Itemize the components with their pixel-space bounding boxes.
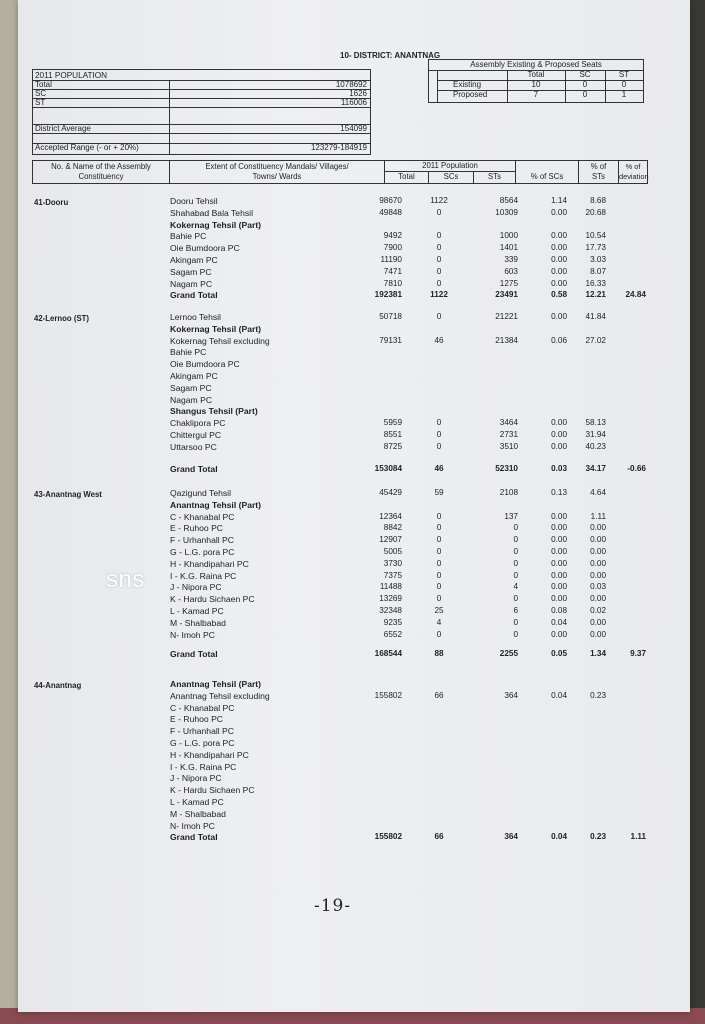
cell-psts: 58.13 [585,418,606,428]
cell-total: 8551 [383,430,402,439]
cell-sts: 137 [504,511,518,521]
accepted-range-label: Accepted Range (- or + 20%) [35,143,139,152]
cell-psts: 0.00 [590,594,606,604]
cell-scs: 0 [436,278,442,288]
cell-scs: 0 [436,243,442,253]
col-header-scs: SCs [443,172,459,181]
cell-area: Sagam PC [170,266,212,277]
cell-pscs: 0.00 [551,558,567,568]
cell-scs: 88 [434,649,444,659]
cell-scs: 0 [436,535,442,545]
pop-st-label: ST [35,98,46,107]
cell-total: 98670 [379,196,402,205]
col-header-deviation: % of deviation [619,162,649,181]
cell-sts: 364 [504,832,518,842]
col-header-total: Total [398,172,415,181]
cell-psts: 0.02 [590,606,606,615]
cell-area: Chaklipora PC [170,418,226,429]
cell-sts: 2108 [499,488,518,497]
seats-col-sc: SC [579,70,591,79]
cell-psts: 4.64 [590,488,606,497]
cell-area: C - Khanabal PC [170,511,235,522]
cell-psts: 10.54 [585,231,606,241]
cell-pscs: 0.00 [551,594,567,604]
cell-total: 7375 [383,570,402,580]
cell-psts: 31.94 [585,430,606,439]
cell-sts: 3510 [499,441,518,451]
cell-scs: 0 [436,629,442,639]
cell-scs: 0 [436,523,442,533]
cell-pscs: 1.14 [551,196,567,205]
cell-total: 32348 [379,606,402,615]
cell-total: 7900 [383,243,402,253]
cell-area: Grand Total [170,463,218,474]
cell-area: Shahabad Bala Tehsil [170,207,253,218]
cell-total: 5959 [383,418,402,428]
cell-area: F - Urhanhall PC [170,726,234,737]
cell-dev: 1.11 [630,832,646,842]
cell-area: G - L.G. pora PC [170,738,235,748]
pop-st-value: 116006 [340,98,367,107]
pop-total-value: 1078692 [335,80,367,89]
cell-sts: 1000 [499,231,518,241]
cell-total: 155802 [374,690,402,700]
cell-pscs: 0.00 [551,523,567,533]
population-title: 2011 POPULATION [35,71,108,80]
cell-area: L - Kamad PC [170,797,224,807]
cell-area: K - Hardu Sichaen PC [170,594,255,605]
cell-sts: 1275 [499,278,518,288]
cell-total: 9235 [383,617,402,627]
cell-area: Grand Total [170,290,218,301]
cell-area: Nagam PC [170,278,213,289]
cell-total: 11190 [380,255,402,264]
cell-scs: 0 [436,266,442,276]
cell-pscs: 0.58 [551,290,567,300]
background-left-strip [0,0,20,1024]
cell-area: Anantnag Tehsil (Part) [170,679,262,689]
cell-area: Kokernag Tehsil excluding [170,335,270,346]
pop-sc-label: SC [35,89,47,98]
seats-existing-sc: 0 [582,80,588,89]
seats-existing-total: 10 [531,80,541,89]
cell-area: F - Urhanhall PC [170,535,234,546]
cell-total: 7471 [383,266,402,276]
cell-scs: 0 [436,547,442,556]
cell-scs: 0 [436,231,442,241]
cell-area: E - Ruhoo PC [170,714,224,725]
cell-psts: 0.00 [590,617,606,627]
cell-psts: 0.03 [590,582,606,592]
cell-pscs: 0.00 [551,570,567,580]
seats-existing-label: Existing [453,80,482,89]
cell-area: Chittergul PC [170,430,222,440]
cell-pscs: 0.04 [551,832,567,842]
cell-sts: 10309 [495,207,518,217]
cell-dev: -0.66 [627,463,646,473]
cell-psts: 0.00 [590,535,606,545]
cell-psts: 1.34 [590,649,606,659]
cell-total: 49848 [379,207,402,217]
cell-area: Uttarsoo PC [170,441,217,452]
cell-sts: 0 [513,547,518,556]
cell-area: M - Shalbabad [170,617,226,628]
cell-area: Sagam PC [170,382,212,393]
cell-total: 8725 [383,441,402,451]
cell-psts: 0.00 [590,558,606,568]
cell-total: 7810 [383,278,402,288]
cell-psts: 40.23 [585,441,606,451]
cell-scs: 0 [436,594,442,604]
cell-sts: 4 [513,582,518,592]
cell-area: Akingam PC [170,371,218,381]
cell-psts: 0.00 [590,629,606,639]
cell-pscs: 0.00 [551,511,567,521]
cell-psts: 0.23 [590,832,606,842]
col-header-pct-scs: % of SCs [530,172,564,181]
cell-psts: 17.73 [585,243,606,253]
cell-sts: 3464 [499,418,518,428]
cell-psts: 20.68 [585,207,606,217]
cell-area: G - L.G. pora PC [170,547,235,557]
col-header-sts: STs [488,172,501,181]
cell-sts: 0 [513,558,518,568]
cell-pscs: 0.00 [551,207,567,217]
cell-scs: 0 [436,558,442,568]
constituency-name: 43-Anantnag West [34,490,102,499]
seats-proposed-total: 7 [533,90,539,99]
cell-area: E - Ruhoo PC [170,523,224,534]
cell-pscs: 0.00 [551,243,567,253]
cell-area: Kokernag Tehsil (Part) [170,219,262,230]
cell-pscs: 0.00 [551,312,567,321]
cell-area: Bahie PC [170,231,207,242]
cell-psts: 1.11 [590,511,606,521]
cell-area: L - Kamad PC [170,606,224,616]
seats-proposed-st: 1 [621,90,627,99]
cell-total: 3730 [383,558,402,568]
cell-psts: 0.23 [590,690,606,700]
cell-scs: 0 [436,418,442,428]
cell-area: Nagam PC [170,394,213,405]
col-header-pct-sts: % of STs [590,162,607,181]
cell-pscs: 0.00 [551,430,567,439]
cell-scs: 66 [434,690,444,700]
seats-title: Assembly Existing & Proposed Seats [470,60,602,69]
cell-area: Dooru Tehsil [170,196,218,206]
cell-scs: 0 [436,207,442,217]
cell-area: Akingam PC [170,255,218,265]
cell-total: 50718 [379,312,402,321]
cell-sts: 603 [504,266,518,276]
cell-area: Oie Bumdoora PC [170,359,240,370]
cell-pscs: 0.00 [551,266,567,276]
col-header-name: No. & Name of the Assembly Constituency [51,162,151,181]
cell-sts: 52310 [495,463,518,473]
cell-sts: 6 [513,606,518,615]
cell-pscs: 0.06 [551,335,567,345]
cell-total: 155802 [374,832,402,842]
cell-scs: 4 [436,617,442,627]
cell-scs: 59 [434,488,444,497]
cell-psts: 41.84 [585,312,606,321]
constituency-name: 42-Lernoo (ST) [34,314,90,323]
cell-pscs: 0.00 [551,255,567,264]
cell-scs: 25 [434,606,444,615]
cell-psts: 0.00 [590,523,606,533]
constituency-name: 44-Anantnag [34,681,82,690]
cell-pscs: 0.08 [551,606,567,615]
cell-scs: 0 [436,570,442,580]
cell-area: J - Nipora PC [170,582,222,593]
seats-proposed-sc: 0 [582,90,588,99]
cell-pscs: 0.00 [551,231,567,241]
cell-total: 45429 [379,488,402,497]
cell-pscs: 0.00 [551,278,567,288]
cell-total: 12364 [379,511,402,521]
cell-pscs: 0.00 [551,418,567,428]
cell-sts: 2255 [499,649,518,659]
cell-area: Anantnag Tehsil excluding [170,690,270,701]
cell-sts: 364 [504,690,518,700]
cell-sts: 0 [513,629,518,639]
cell-scs: 1122 [430,196,448,205]
cell-sts: 21221 [495,312,518,321]
cell-area: N- Imoh PC [170,820,215,831]
cell-psts: 3.03 [590,255,606,264]
cell-sts: 0 [513,523,518,533]
seats-existing-st: 0 [621,80,627,89]
cell-area: Oie Bumdoora PC [170,243,240,254]
cell-area: Shangus Tehsil (Part) [170,406,258,417]
cell-psts: 8.07 [590,266,606,276]
cell-area: I - K.G. Raina PC [170,761,237,772]
accepted-range-value: 123279-184919 [310,143,367,152]
district-average-label: District Average [35,124,91,133]
seats-proposed-label: Proposed [453,90,488,99]
cell-psts: 27.02 [585,335,606,345]
cell-area: Lernoo Tehsil [170,312,221,322]
cell-area: Bahie PC [170,347,207,358]
cell-psts: 8.68 [590,196,606,205]
pop-sc-value: 1626 [349,89,367,98]
cell-sts: 0 [513,535,518,545]
table-header [32,160,648,184]
cell-total: 9492 [383,231,402,241]
cell-area: J - Nipora PC [170,773,222,784]
cell-sts: 0 [513,594,518,604]
cell-total: 168544 [374,649,402,659]
cell-scs: 66 [434,832,444,842]
seats-box [428,59,644,103]
cell-sts: 8564 [499,196,518,205]
cell-scs: 0 [436,441,442,451]
cell-scs: 0 [436,511,442,521]
cell-sts: 339 [504,255,518,264]
cell-pscs: 0.04 [551,690,567,700]
cell-total: 79131 [379,335,402,345]
cell-area: I - K.G. Raina PC [170,570,237,581]
cell-psts: 16.33 [585,278,606,288]
cell-pscs: 0.13 [551,488,567,497]
cell-pscs: 0.05 [551,649,567,659]
population-box [32,69,371,155]
cell-area: H - Khandipahari PC [170,558,249,569]
district-average-value: 154099 [340,124,367,133]
cell-total: 192381 [374,290,402,300]
cell-scs: 0 [436,312,442,321]
cell-area: H - Khandipahari PC [170,749,249,760]
pop-total-label: Total [35,80,52,89]
cell-psts: 0.00 [590,570,606,580]
cell-pscs: 0.00 [551,441,567,451]
page-number: -19- [314,896,352,916]
cell-total: 12907 [379,535,402,545]
cell-scs: 0 [436,582,442,592]
cell-psts: 0.00 [590,547,606,556]
cell-total: 11488 [379,582,402,592]
cell-area: Qazigund Tehsil [170,488,231,498]
watermark: sns [106,566,145,593]
cell-dev: 24.84 [625,290,646,300]
cell-pscs: 0.00 [551,582,567,592]
cell-pscs: 0.00 [551,535,567,545]
cell-sts: 0 [513,617,518,627]
cell-area: K - Hardu Sichaen PC [170,785,255,796]
cell-sts: 2731 [499,430,518,439]
cell-pscs: 0.00 [551,629,567,639]
cell-area: Kokernag Tehsil (Part) [170,323,262,334]
seats-col-st: ST [618,70,630,79]
constituency-name: 41-Dooru [34,198,69,207]
cell-scs: 0 [436,430,442,439]
document-page [18,0,690,1012]
cell-sts: 21384 [495,335,518,345]
cell-area: Anantnag Tehsil (Part) [170,499,262,510]
cell-area: C - Khanabal PC [170,702,235,713]
cell-psts: 34.17 [585,463,606,473]
cell-scs: 0 [436,255,442,264]
col-header-pop-group: 2011 Population [422,161,478,170]
cell-sts: 1401 [499,243,518,253]
cell-scs: 46 [434,335,444,345]
district-title: 10- DISTRICT: ANANTNAG [340,51,441,60]
cell-area: M - Shalbabad [170,808,226,819]
cell-dev: 9.37 [630,649,646,659]
cell-area: N- Imoh PC [170,629,215,640]
col-header-extent: Extent of Constituency Mandals/ Villages/ Towns/ Wards [205,162,349,181]
cell-scs: 1122 [430,290,448,300]
cell-sts: 23491 [495,290,518,300]
cell-scs: 46 [434,463,444,473]
cell-total: 13269 [379,594,402,604]
cell-total: 6552 [383,629,402,639]
cell-sts: 0 [513,570,518,580]
cell-total: 153084 [374,463,402,473]
cell-pscs: 0.00 [551,547,567,556]
cell-area: Grand Total [170,832,218,843]
cell-pscs: 0.03 [551,463,567,473]
background-right-strip [688,0,705,1024]
cell-pscs: 0.04 [551,617,567,627]
cell-psts: 12.21 [585,290,606,300]
cell-area: Grand Total [170,649,218,660]
cell-total: 8842 [383,523,402,533]
seats-col-total: Total [527,70,545,79]
cell-total: 5005 [383,547,402,556]
